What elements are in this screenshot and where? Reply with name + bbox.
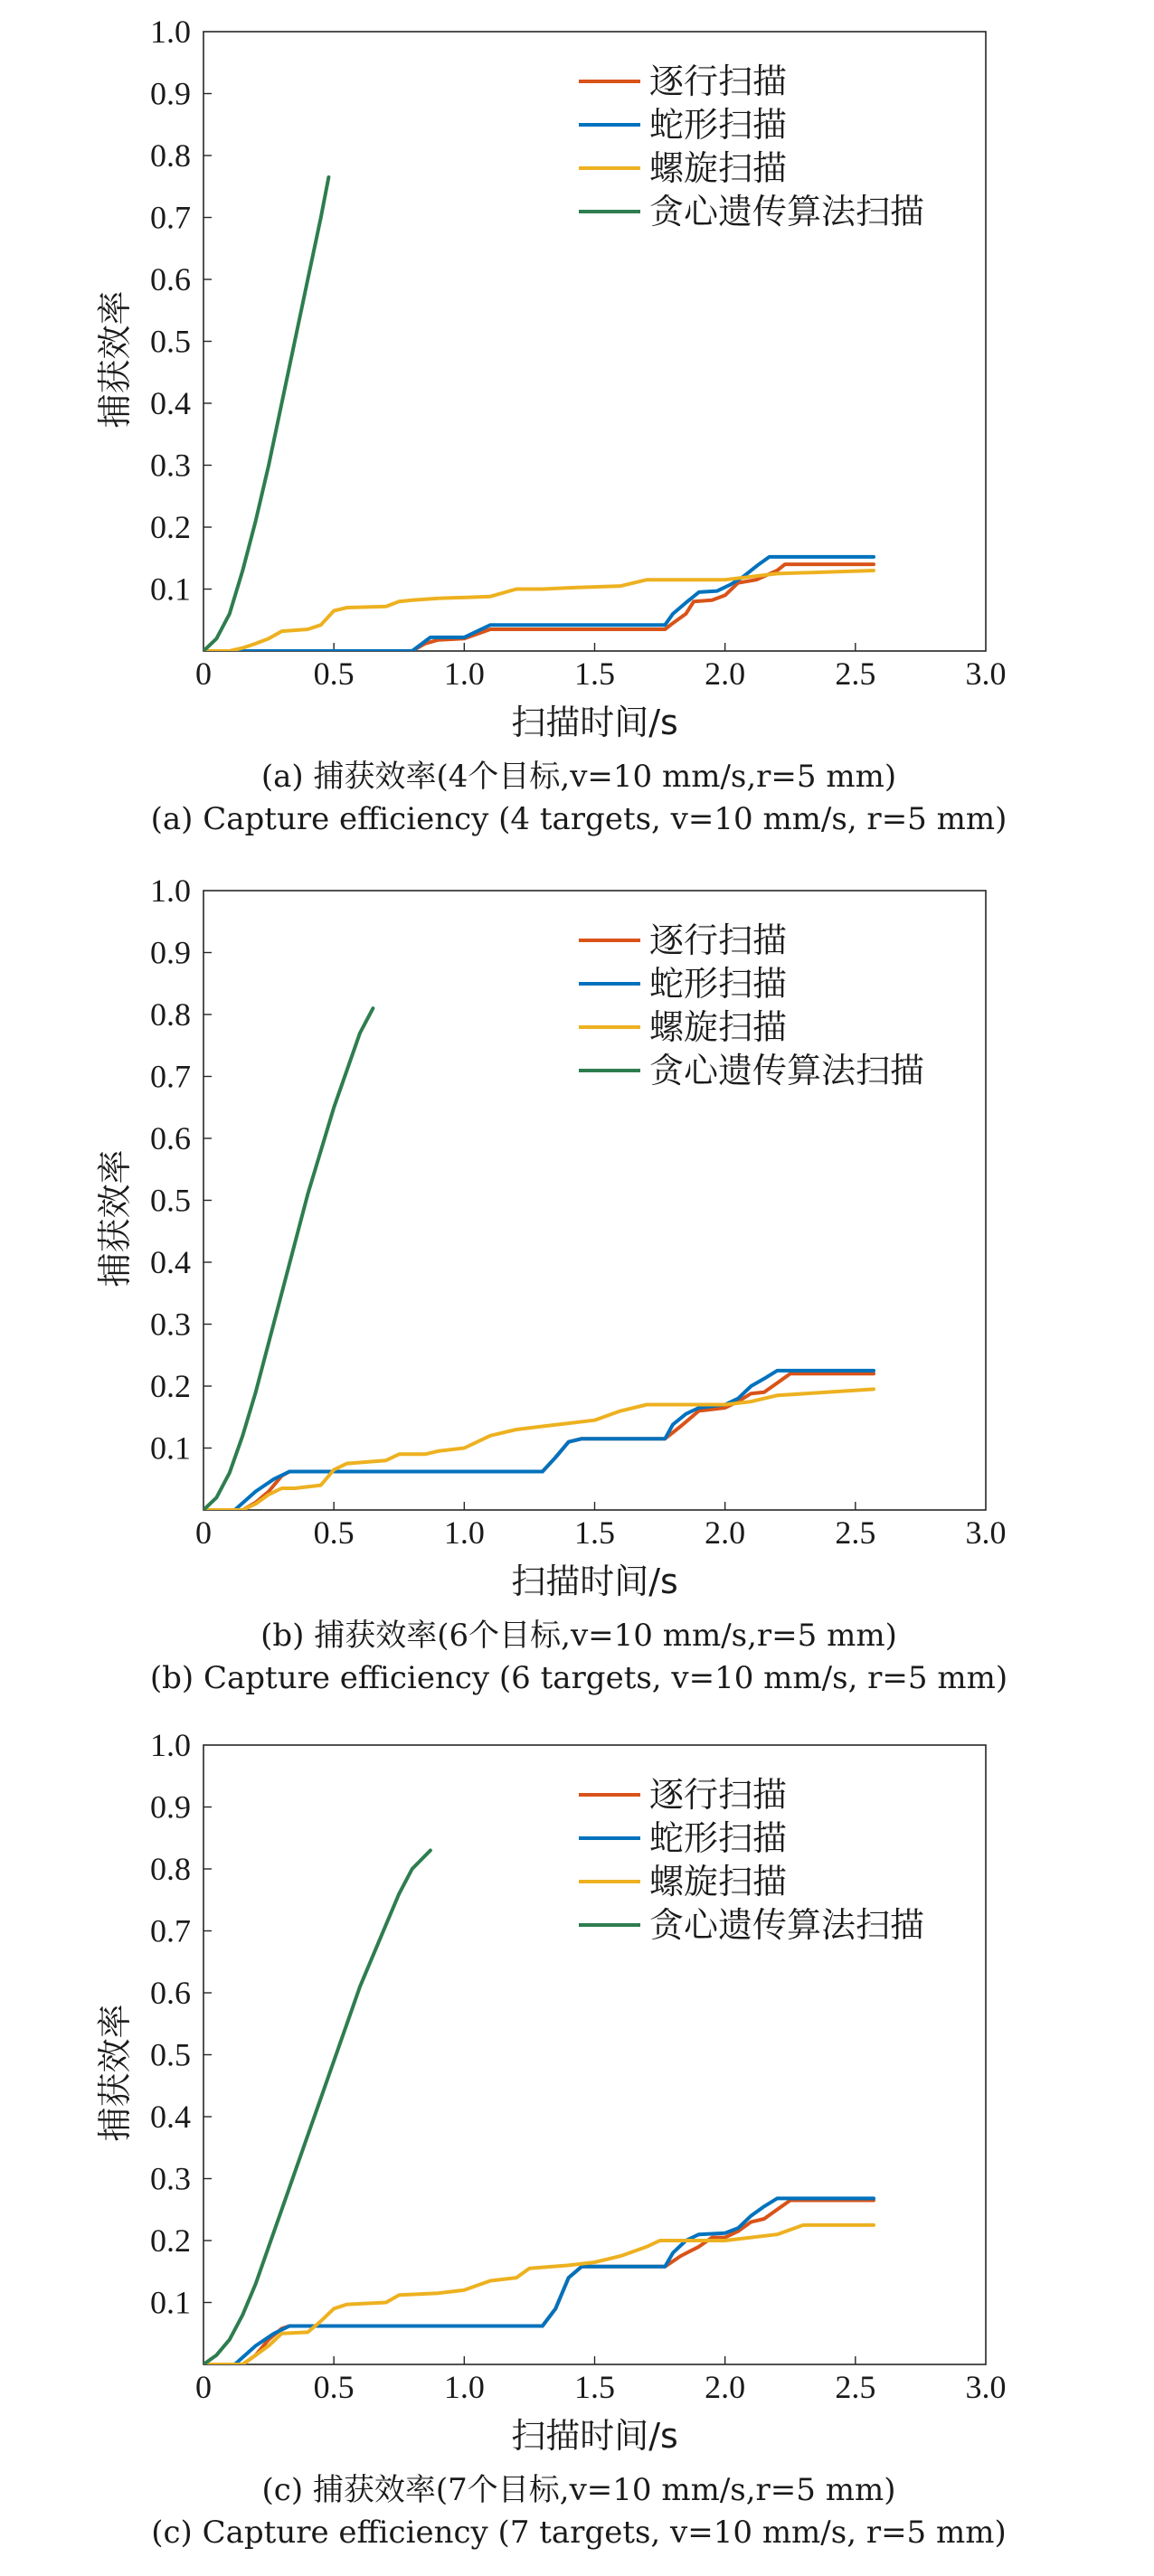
y-tick-label: 1.0 (150, 14, 191, 50)
y-tick-label: 0.9 (150, 934, 191, 971)
y-tick-label: 0.6 (150, 261, 191, 297)
legend-label-0: 逐行扫描 (649, 61, 788, 101)
y-tick-label: 0.2 (150, 2222, 191, 2259)
x-tick-label: 1.0 (443, 656, 485, 692)
y-tick-label: 0.3 (150, 447, 191, 484)
series-line-2 (203, 571, 874, 651)
x-tick-label: 2.5 (835, 1514, 876, 1551)
y-tick-label: 0.7 (150, 199, 191, 236)
legend (579, 1775, 924, 1945)
legend-label-1: 蛇形扫描 (649, 1818, 788, 1858)
caption-cn: (c) 捕获效率(7个目标,v=10 mm/s,r=5 mm) (261, 2472, 896, 2508)
y-tick-label: 0.5 (150, 1182, 191, 1219)
series-line-0 (203, 564, 874, 651)
x-tick-label: 1.0 (443, 1514, 485, 1551)
y-tick-label: 0.3 (150, 2160, 191, 2197)
y-tick-label: 0.7 (150, 1912, 191, 1949)
x-tick-label: 2.0 (705, 2369, 746, 2405)
x-tick-label: 0 (195, 1514, 212, 1551)
x-tick-label: 2.0 (705, 1514, 746, 1551)
x-tick-label: 0 (195, 656, 212, 692)
y-tick-label: 0.4 (150, 385, 191, 421)
x-tick-label: 1.5 (574, 2369, 615, 2405)
x-axis-label: 扫描时间/s (511, 1562, 678, 1601)
y-tick-label: 0.4 (150, 1244, 191, 1280)
series-line-3 (203, 1008, 373, 1510)
legend-label-0: 逐行扫描 (649, 1775, 788, 1815)
x-tick-label: 0.5 (313, 2369, 355, 2405)
x-tick-label: 0.5 (313, 1514, 355, 1551)
y-tick-label: 0.2 (150, 509, 191, 545)
y-tick-label: 0.1 (150, 1430, 191, 1467)
caption-en: (b) Capture efficiency (6 targets, v=10 mm/s, r=5 mm) (149, 1660, 1008, 1696)
caption-en: (a) Capture efficiency (4 targets, v=10 mm/s, r=5 mm) (150, 801, 1007, 837)
series-line-0 (203, 1373, 874, 1510)
x-tick-label: 0.5 (313, 656, 355, 692)
y-tick-label: 1.0 (150, 1727, 191, 1763)
x-tick-label: 2.0 (705, 656, 746, 692)
chart-panel-c (95, 1727, 1007, 2551)
y-tick-label: 0.8 (150, 1851, 191, 1887)
legend-label-1: 蛇形扫描 (649, 964, 788, 1004)
x-tick-label: 1.0 (443, 2369, 485, 2405)
y-tick-label: 0.3 (150, 1306, 191, 1343)
y-tick-label: 0.1 (150, 2284, 191, 2321)
x-tick-label: 2.5 (835, 656, 876, 692)
y-axis-label: 捕获效率 (95, 290, 135, 429)
y-tick-label: 0.9 (150, 1788, 191, 1826)
chart-panel-b (95, 873, 1007, 1696)
y-tick-label: 0.2 (150, 1368, 191, 1404)
y-tick-label: 0.7 (150, 1058, 191, 1095)
x-tick-label: 1.5 (574, 656, 615, 692)
x-tick-label: 3.0 (965, 1514, 1007, 1551)
series-line-0 (203, 2201, 874, 2365)
legend-label-3: 贪心遗传算法扫描 (649, 192, 925, 231)
x-tick-label: 0 (195, 2369, 212, 2405)
legend-label-0: 逐行扫描 (649, 920, 788, 960)
legend-label-3: 贪心遗传算法扫描 (649, 1905, 925, 1945)
x-tick-label: 2.5 (835, 2369, 876, 2405)
y-tick-label: 0.6 (150, 1975, 191, 2011)
y-axis-label: 捕获效率 (95, 2004, 135, 2142)
legend-label-3: 贪心遗传算法扫描 (649, 1051, 925, 1090)
y-tick-label: 0.6 (150, 1120, 191, 1156)
x-tick-label: 1.5 (574, 1514, 615, 1551)
x-tick-label: 3.0 (965, 2369, 1007, 2405)
x-axis-label: 扫描时间/s (511, 703, 678, 742)
legend (579, 920, 924, 1090)
legend (579, 61, 924, 231)
legend-label-2: 螺旋扫描 (649, 1007, 788, 1047)
legend-label-1: 蛇形扫描 (649, 105, 788, 145)
y-tick-label: 0.9 (150, 75, 191, 112)
series-line-1 (203, 1371, 874, 1510)
series-line-2 (203, 1389, 874, 1510)
y-tick-label: 0.4 (150, 2099, 191, 2135)
series-line-3 (203, 177, 328, 651)
legend-label-2: 螺旋扫描 (649, 148, 788, 188)
y-tick-label: 0.5 (150, 2036, 191, 2073)
legend-label-2: 螺旋扫描 (649, 1862, 788, 1901)
y-tick-label: 0.8 (150, 996, 191, 1033)
series-line-1 (203, 2198, 874, 2364)
chart-panel-a (95, 14, 1007, 837)
x-axis-label: 扫描时间/s (511, 2416, 678, 2456)
caption-cn: (b) 捕获效率(6个目标,v=10 mm/s,r=5 mm) (260, 1618, 897, 1654)
y-tick-label: 0.5 (150, 323, 191, 360)
caption-en: (c) Capture efficiency (7 targets, v=10 mm/s, r=5 mm) (151, 2515, 1007, 2551)
y-tick-label: 0.1 (150, 571, 191, 608)
x-tick-label: 3.0 (965, 656, 1007, 692)
y-axis-label: 捕获效率 (95, 1149, 135, 1288)
series-line-2 (203, 2225, 874, 2364)
series-line-3 (203, 1851, 430, 2365)
caption-cn: (a) 捕获效率(4个目标,v=10 mm/s,r=5 mm) (260, 759, 897, 795)
y-tick-label: 1.0 (150, 873, 191, 909)
y-tick-label: 0.8 (150, 137, 191, 174)
